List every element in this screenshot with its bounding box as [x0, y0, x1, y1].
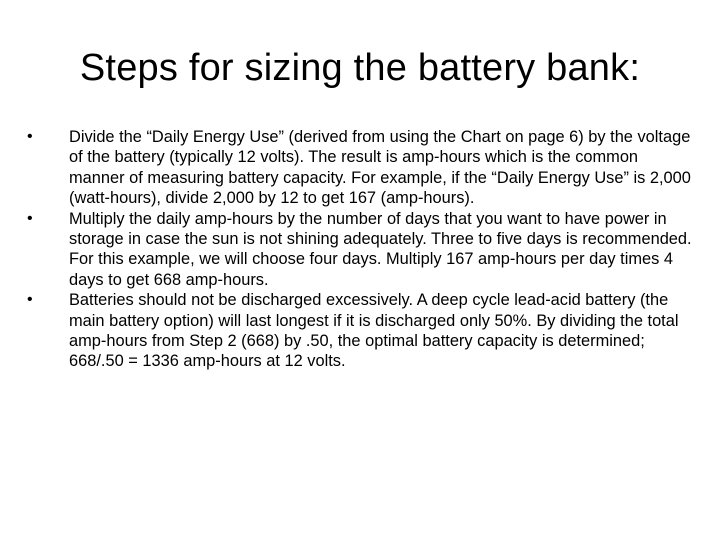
slide-title: Steps for sizing the battery bank:	[79, 47, 641, 89]
bullet-text: Divide the “Daily Energy Use” (derived from using the Chart on page 6) by the voltage of the battery (typically 12 volts). The result is amp-hours which is the common manner of measuring battery capacity. For example, if the “Daily Energy Use” is 2,000 (watt-hours), divide 2,000 by 12 to get 167 (amp-hours).	[69, 128, 691, 208]
bullet-item-2	[27, 209, 695, 291]
bullet-list	[27, 127, 695, 372]
bullet-text: Multiply the daily amp-hours by the number of days that you want to have power in storage in case the sun is not shining adequately. Three to five days is recommended. For this example, we will choose four days. Multiply 167 amp-hours per day times 4 days to get 668 amp-hours.	[69, 209, 692, 289]
bullet-item-3	[27, 290, 695, 372]
bullet-marker-icon: •	[27, 128, 33, 145]
bullet-text: Batteries should not be discharged excessively. A deep cycle lead-acid battery (the main battery option) will last longest if it is discharged only 50%. By dividing the total amp-hours from Step 2 (668) by .50, the optimal battery capacity is determined; 668/.50 = 1336 amp-hours at 12 volts.	[69, 291, 679, 371]
bullet-marker-icon: •	[27, 209, 33, 227]
bullet-marker-icon: •	[27, 291, 33, 309]
bullet-item-1	[27, 127, 695, 209]
